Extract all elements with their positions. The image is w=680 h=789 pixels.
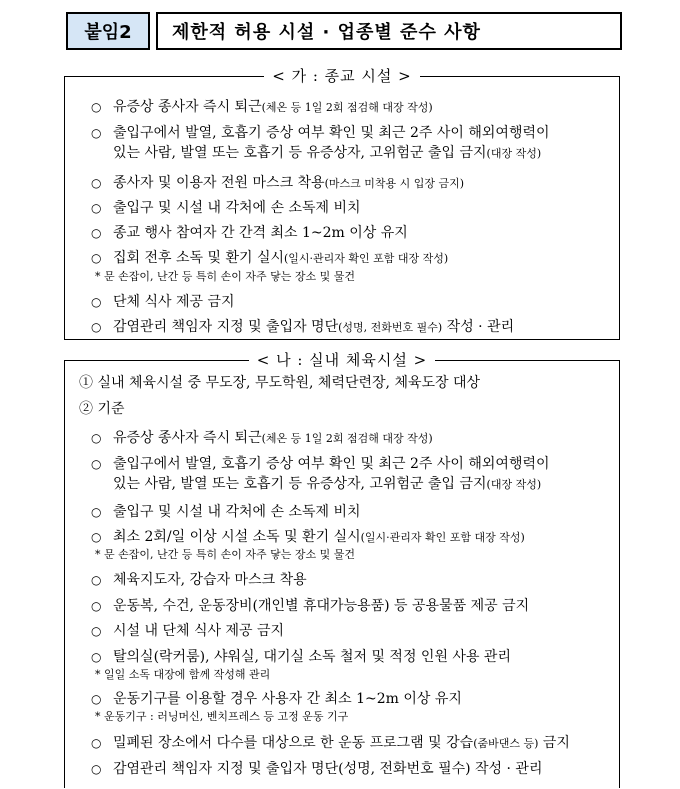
footnote: * 문 손잡이, 난간 등 특히 손이 자주 닿는 장소 및 물건 [95,270,355,283]
footnote: * 운동기구 : 러닝머신, 벤치프레스 등 고정 운동 기구 [95,710,349,723]
section-indoor-sports-facilities: < 나 : 실내 체육시설 > ① 실내 체육시설 중 무도장, 무도학원, 체력단련장, 체육도장 대상 ② 기준 ○ 유증상 종사자 즉시 퇴근(체온 등 1일 2회 점검해 대장 작성) ○ 출입구에서 발열, 호흡기 증상 여부 확인 및 최근 2주 사이 해외여행력이 있는 사람, 발열 또는 호흡기 등 유증상자, 고위험군 출입 금지(대장 작성) ○ 출입구 및 시설 내 각처에 손 소독제 비치 ○ 최소 2회/일 이상 시설 소독 및 환기 실시(일시·관리자 확인 포함 대장 작성) * 문 손잡이, 난간 등 특히 손이 자주 닿는 장소 및 물건 ○ 체육지도자, 강습자 마스크 착용 ○ 운동복, 수건, 운동장비(개인별 휴대가능용품) 등 공용물품 제공 금지 ○ 시설 내 단체 식사 제공 금지 ○ 탈의실(락커룸), 샤워실, 대기실 소독 철저 및 적정 인원 사용 관리 * 일일 소독 대장에 함께 작성해 관리 ○ 운동기구를 이용할 경우 사용자 간 최소 1~2m 이상 유지 * 운동기구 : 러닝머신, 벤치프레스 등 고정 운동 기구 ○ 밀폐된 장소에서 다수를 대상으로 한 운동 프로그램 및 강습(줌바댄스 등) 금지 ○ 감염관리 책임자 지정 및 출입자 명단(성명, 전화번호 필수) 작성 · 관리 [64,360,620,788]
page-title: 제한적 허용 시설 · 업종별 준수 사항 [156,12,622,50]
numbered-item: ① 실내 체육시설 중 무도장, 무도학원, 체력단련장, 체육도장 대상 [79,375,481,391]
attachment-badge: 붙임2 [66,12,150,50]
footnote: * 일일 소독 대장에 함께 작성해 관리 [95,668,271,681]
section-religious-facilities: < 가 : 종교 시설 > ○ 유증상 종사자 즉시 퇴근(체온 등 1일 2회 점검해 대장 작성) ○ 출입구에서 발열, 호흡기 증상 여부 확인 및 최근 2주 사이 해외여행력이 있는 사람, 발열 또는 호흡기 등 유증상자, 고위험군 출입 금지(대장 작성) ○ 종사자 및 이용자 전원 마스크 착용(마스크 미착용 시 입장 금지) ○ 출입구 및 시설 내 각처에 손 소독제 비치 ○ 종교 행사 참여자 간 간격 최소 1~2m 이상 유지 ○ 집회 전후 소독 및 환기 실시(일시·관리자 확인 포함 대장 작성) * 문 손잡이, 난간 등 특히 손이 자주 닿는 장소 및 물건 ○ 단체 식사 제공 금지 ○ 감염관리 책임자 지정 및 출입자 명단(성명, 전화번호 필수) 작성 · 관리 [64,76,620,340]
section-heading: < 가 : 종교 시설 > [65,65,619,87]
list-item-continued: 있는 사람, 발열 또는 호흡기 등 유증상자, 고위험군 출입 금지(대장 작성) [113,145,542,161]
footnote: * 문 손잡이, 난간 등 특히 손이 자주 닿는 장소 및 물건 [95,548,355,561]
section-heading: < 나 : 실내 체육시설 > [65,349,619,371]
numbered-item: ② 기준 [79,401,125,417]
page-header [66,12,622,50]
list-item-continued: 있는 사람, 발열 또는 호흡기 등 유증상자, 고위험군 출입 금지(대장 작성) [113,476,542,492]
